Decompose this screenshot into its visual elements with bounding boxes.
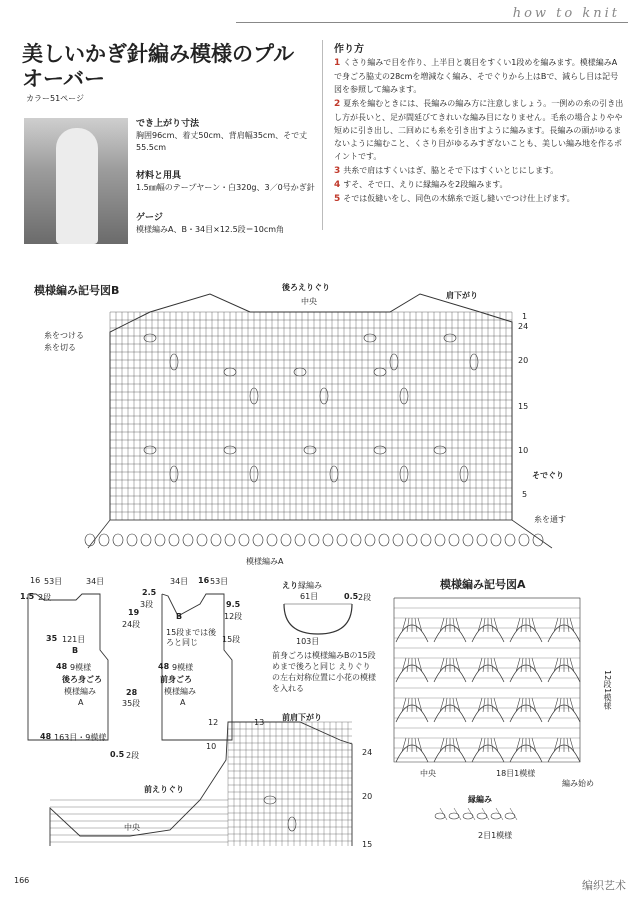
front-dim-19: 19	[128, 608, 140, 617]
back-dim-121: 121目	[62, 635, 86, 644]
page-title: 美しいかぎ針編み模様のプルオーバー	[22, 42, 295, 91]
chart-line	[415, 618, 417, 632]
front-dim-53: 53目	[210, 577, 229, 586]
chart-line	[570, 698, 574, 712]
front-neck-label: 前えりぐり	[144, 785, 184, 794]
chart-line	[478, 658, 482, 672]
chart-line	[478, 738, 482, 752]
chart-line	[532, 738, 536, 752]
chart-line	[418, 658, 422, 672]
chart-motif	[288, 817, 296, 831]
chart-line	[567, 618, 569, 632]
edge-rep: 2目1模様	[478, 831, 513, 840]
row-label-24: 24	[518, 322, 529, 331]
chart-motif	[267, 534, 277, 546]
chart-motif	[533, 534, 543, 546]
back-body-pattern-letter: A	[78, 698, 84, 707]
chart-a-center: 中央	[420, 769, 436, 778]
back-dim-163: 163目・9模様	[54, 733, 107, 742]
gauge-text: 模様編みA、B・34目×12.5段＝10cm角	[136, 225, 285, 234]
back-dim-9rep: 9模様	[70, 663, 92, 672]
edge-title: 縁編み	[468, 795, 492, 804]
row-label-5: 5	[522, 490, 528, 499]
front-row-20: 20	[362, 792, 373, 801]
back-dim-B: B	[72, 646, 79, 655]
front-row-15: 15	[362, 840, 373, 849]
chart-motif	[519, 534, 529, 546]
chart-line	[529, 738, 531, 752]
chart-motif	[323, 534, 333, 546]
chart-line	[491, 618, 493, 632]
chart-line	[516, 698, 520, 712]
back-neck-label: 後ろえりぐり	[282, 283, 330, 292]
chart-line	[478, 618, 482, 632]
collar-sub: 縁編み	[298, 581, 322, 590]
chart-line	[402, 698, 406, 712]
chart-motif	[435, 534, 445, 546]
page-number: 166	[14, 876, 30, 885]
chart-line	[491, 738, 493, 752]
chart-line	[445, 738, 447, 752]
chart-line	[402, 618, 406, 632]
row-label-20: 20	[518, 356, 529, 365]
materials-text: 1.5㎜幅のテープヤーン・白320g、3／0号かぎ針	[136, 183, 315, 192]
chart-motif	[99, 534, 109, 546]
back-dim-0-5: 0.5	[110, 750, 125, 759]
chart-motif	[330, 466, 338, 482]
row-label-10: 10	[518, 446, 529, 455]
chart-line	[570, 618, 574, 632]
chart-a-rep: 18目1模様	[496, 769, 536, 778]
step-item: 1 くさり編みで目を作り、上半目と裏目をすくい1段めを編みます。模様編みAで身ごろ脇丈の28cmを増減なく編み、そでぐりから上はBで、減らし目は記号図を参照して編みます。	[334, 58, 619, 95]
back-dim-53: 53目	[44, 577, 63, 586]
chart-line	[521, 658, 523, 672]
chart-motif	[505, 534, 515, 546]
collar-side2: 2段	[358, 593, 372, 602]
chart-motif	[379, 534, 389, 546]
back-dim-1-5: 1.5	[20, 592, 35, 601]
chart-motif	[155, 534, 165, 546]
chart-line	[516, 658, 520, 672]
chart-motif	[169, 534, 179, 546]
chart-motif	[393, 534, 403, 546]
front-dim-16: 16	[198, 576, 210, 585]
chart-motif	[309, 534, 319, 546]
chart-line	[407, 618, 409, 632]
back-dim-hem-rows: 2段	[126, 751, 140, 760]
watermark: 编织艺术	[582, 879, 626, 892]
chart-line	[440, 618, 444, 632]
size-text: 胸囲96cm、着丈50cm、背肩幅35cm、そで丈55.5cm	[136, 131, 308, 152]
chart-line	[559, 738, 561, 752]
front-dim-15row: 15段	[222, 635, 241, 644]
legend-join: 糸をつける	[44, 331, 84, 340]
chart-line	[418, 618, 422, 632]
chart-motif	[253, 534, 263, 546]
chart-line	[440, 658, 444, 672]
chart-line	[483, 658, 485, 672]
front-dim-B: B	[176, 612, 183, 621]
front-dim-9rep: 9模様	[172, 663, 194, 672]
chart-motif	[491, 534, 501, 546]
chart-line	[554, 698, 558, 712]
chart-motif	[337, 534, 347, 546]
chart-motif	[364, 334, 376, 342]
chart-line	[418, 698, 422, 712]
chart-line	[567, 698, 569, 712]
chart-line	[494, 698, 498, 712]
chart-line	[453, 738, 455, 752]
shoulder-label: 肩下がり	[446, 291, 478, 300]
front-dim-12row: 12段	[224, 612, 243, 621]
chart-line	[559, 618, 561, 632]
chart-line	[415, 658, 417, 672]
chart-line	[415, 738, 417, 752]
front-mark-12: 12	[208, 718, 219, 727]
chart-line	[407, 698, 409, 712]
size-heading: でき上がり寸法	[136, 119, 200, 129]
chart-motif	[239, 534, 249, 546]
front-dim-2-5: 2.5	[142, 588, 157, 597]
chart-line	[456, 658, 460, 672]
back-body-label: 後ろ身ごろ	[62, 675, 102, 684]
chart-line	[445, 618, 447, 632]
back-body-pattern: 模様編み	[64, 687, 96, 696]
front-body-pattern: 模様編み	[164, 687, 196, 696]
chart-line	[491, 698, 493, 712]
steps-heading: 作り方	[334, 44, 364, 55]
chart-line	[456, 618, 460, 632]
chart-motif	[449, 534, 459, 546]
back-dim-35: 35	[46, 634, 58, 643]
materials-heading: 材料と用具	[136, 171, 182, 181]
step-item: 2 夏糸を編むときには、長編みの編み方に注意しましょう。一例めの糸の引き出し方が長いと、足が間延びてきれいな編み目になりません。毛糸の場合よりやや短めに引き出し、二回めにも糸を引き出すように編みます。長編みの頭がゆるまないように編むこと、くさり目がゆるみすぎないことも、美しい編み地を作るポイントです。	[334, 98, 624, 162]
chart-line	[453, 618, 455, 632]
armhole-label: そでぐり	[532, 471, 564, 480]
chart-line	[407, 658, 409, 672]
front-shoulder-label: 前肩下がり	[282, 713, 322, 722]
chart-motif	[365, 534, 375, 546]
front-body-label: 前身ごろ	[160, 675, 192, 684]
chart-motif	[197, 534, 207, 546]
back-dim-2row: 2段	[38, 593, 52, 602]
chart-line	[567, 658, 569, 672]
chart-line	[456, 738, 460, 752]
collar-bottom: 103目	[296, 637, 320, 646]
front-note: 前身ごろは模様編みBの15段めまで後ろと同じ えりぐりの左右対称位置に小花の模様を入れる	[272, 651, 376, 693]
chart-line	[529, 658, 531, 672]
chart-motif	[141, 534, 151, 546]
thread-label: 糸を通す	[534, 515, 566, 524]
chart-outline	[394, 598, 580, 762]
chart-line	[402, 738, 406, 752]
chart-line	[494, 658, 498, 672]
chart-line	[491, 658, 493, 672]
chart-line	[532, 658, 536, 672]
chart-motif	[407, 534, 417, 546]
chart-line	[494, 618, 498, 632]
chart-line	[445, 698, 447, 712]
collar-label: えり	[282, 581, 298, 590]
chart-motif	[320, 388, 328, 404]
front-dim-35row: 35段	[122, 699, 141, 708]
chart-line	[407, 738, 409, 752]
chart-a-edge: 編み始め	[562, 779, 594, 788]
front-row-24: 24	[362, 748, 373, 757]
front-mark-13: 13	[254, 718, 265, 727]
chart-line	[532, 618, 536, 632]
chart-motif	[281, 534, 291, 546]
chart-a-title: 模様編み記号図A	[440, 578, 526, 591]
collar-side: 0.5	[344, 592, 359, 601]
step-item: 3 共糸で肩はすくいはぎ、脇とそで下はすくいとじにします。	[334, 165, 559, 176]
front-body-pattern-letter: A	[180, 698, 186, 707]
collar-outline	[284, 604, 352, 634]
chart-line	[445, 658, 447, 672]
front-dim-28: 28	[126, 688, 138, 697]
gauge-heading: ゲージ	[136, 213, 163, 223]
chart-line	[516, 738, 520, 752]
chart-line	[570, 738, 574, 752]
chart-line	[418, 738, 422, 752]
back-dim-16: 16	[30, 576, 41, 585]
color-page-ref: カラー51ページ	[26, 94, 85, 103]
chart-line	[494, 738, 498, 752]
back-dim-48: 48	[56, 662, 68, 671]
row-label-1: 1	[522, 312, 528, 321]
chart-line	[415, 698, 417, 712]
back-dim-34: 34目	[86, 577, 105, 586]
front-mark-10: 10	[206, 742, 217, 751]
back-center-label: 中央	[301, 297, 317, 306]
chart-outline	[28, 594, 108, 740]
chart-line	[559, 698, 561, 712]
chart-motif	[127, 534, 137, 546]
chart-line	[440, 738, 444, 752]
chart-motif	[85, 534, 95, 546]
chart-line	[529, 698, 531, 712]
chart-line	[453, 698, 455, 712]
chart-line	[483, 618, 485, 632]
chart-motif	[170, 354, 178, 370]
chart-motif	[170, 466, 178, 482]
chart-line	[554, 738, 558, 752]
chart-motif	[421, 534, 431, 546]
chart-line	[521, 738, 523, 752]
chart-motif	[304, 446, 316, 454]
pattern-a-label: 模様編みA	[246, 557, 284, 566]
chart-line	[554, 618, 558, 632]
front-dim-24row: 24段	[122, 620, 141, 629]
collar-top: 61目	[300, 592, 319, 601]
chart-motif	[390, 354, 398, 370]
chart-motif	[477, 534, 487, 546]
chart-a-rep2: 12段1模様	[603, 670, 612, 710]
chart-motif	[463, 534, 473, 546]
chart-line	[402, 658, 406, 672]
chart-motif	[113, 534, 123, 546]
chart-b-title: 模様編み記号図B	[34, 284, 120, 297]
chart-line	[478, 698, 482, 712]
chart-line	[567, 738, 569, 752]
chart-line	[483, 738, 485, 752]
chart-line	[521, 618, 523, 632]
chart-line	[456, 698, 460, 712]
chart-motif	[351, 534, 361, 546]
chart-line	[483, 698, 485, 712]
legend-cut: 糸を切る	[44, 343, 76, 352]
chart-line	[440, 698, 444, 712]
chart-line	[532, 698, 536, 712]
chart-line	[453, 658, 455, 672]
chart-line	[554, 658, 558, 672]
page-header: how to knit	[512, 6, 620, 21]
front-dim-3row: 3段	[140, 600, 154, 609]
back-dim-48b: 48	[40, 732, 52, 741]
chart-motif	[225, 534, 235, 546]
chart-motif	[183, 534, 193, 546]
front-dim-48: 48	[158, 662, 170, 671]
front-dim-34: 34目	[170, 577, 189, 586]
chart-motif	[470, 354, 478, 370]
front-note-15: 15段までは後ろと同じ	[166, 628, 217, 647]
chart-line	[529, 618, 531, 632]
row-label-15: 15	[518, 402, 529, 411]
chart-line	[516, 618, 520, 632]
chart-motif	[211, 534, 221, 546]
chart-line	[570, 658, 574, 672]
front-center-label: 中央	[124, 823, 140, 832]
chart-line	[559, 658, 561, 672]
chart-line	[521, 698, 523, 712]
front-dim-9-5: 9.5	[226, 600, 241, 609]
step-item: 5 そでは仮縫いをし、同色の木綿糸で返し縫いでつけ仕上げます。	[334, 194, 575, 205]
chart-motif	[295, 534, 305, 546]
step-item: 4 すそ、そで口、えりに縁編みを2段編みます。	[334, 179, 508, 190]
